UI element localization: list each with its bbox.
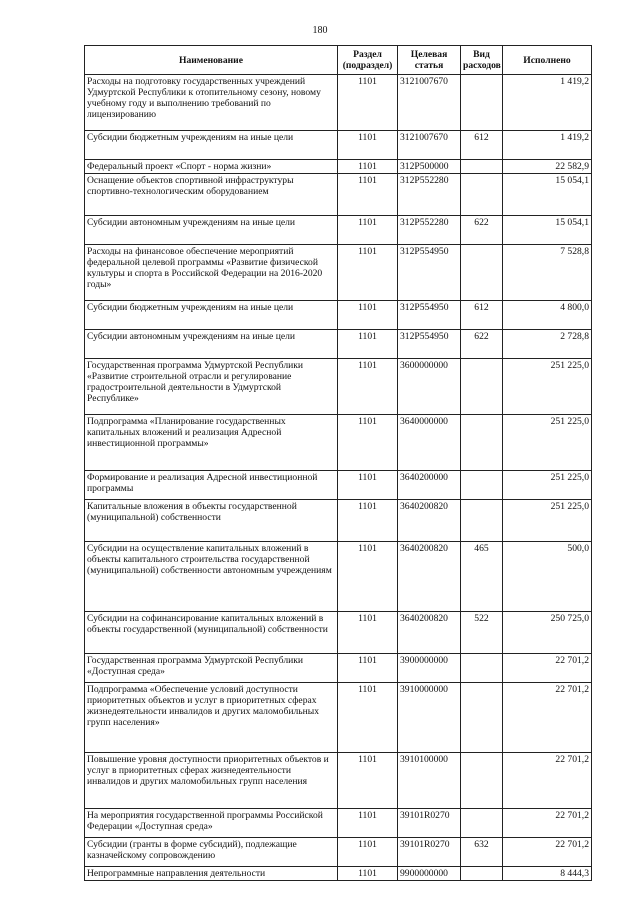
cell-kind — [461, 245, 503, 301]
cell-target: 39101R0270 — [398, 809, 461, 838]
cell-name: На мероприятия государственной программы Российской Федерации «Доступная среда» — [85, 809, 338, 838]
cell-section: 1101 — [338, 415, 398, 471]
cell-name: Подпрограмма «Обеспечение условий доступности приоритетных объектов и услуг в приоритетных сферах жизнедеятельности инвалидов и других маломобильных групп населения» — [85, 683, 338, 753]
cell-executed: 2 728,8 — [503, 330, 592, 359]
cell-target: 312P554950 — [398, 330, 461, 359]
cell-kind — [461, 471, 503, 500]
cell-section: 1101 — [338, 75, 398, 131]
page-number: 180 — [312, 25, 328, 36]
cell-section: 1101 — [338, 654, 398, 683]
cell-section: 1101 — [338, 330, 398, 359]
cell-name: Непрограммные направления деятельности — [85, 867, 338, 881]
cell-executed: 22 582,9 — [503, 160, 592, 174]
cell-executed: 7 528,8 — [503, 245, 592, 301]
table-row — [85, 359, 592, 415]
cell-executed: 15 054,1 — [503, 174, 592, 216]
cell-name: Государственная программа Удмуртской Республики «Доступная среда» — [85, 654, 338, 683]
cell-name: Субсидии на софинансирование капитальных вложений в объекты государственной (муниципальной) собственности — [85, 612, 338, 654]
cell-name: Субсидии автономным учреждениям на иные цели — [85, 330, 338, 359]
cell-name: Капитальные вложения в объекты государственной (муниципальной) собственности — [85, 500, 338, 542]
cell-kind — [461, 809, 503, 838]
table-row — [85, 75, 592, 131]
cell-target: 3640200820 — [398, 612, 461, 654]
table-row — [85, 174, 592, 216]
cell-section: 1101 — [338, 216, 398, 245]
cell-name: Повышение уровня доступности приоритетных объектов и услуг в приоритетных сферах жизнедеятельности инвалидов и других маломобильных групп населения — [85, 753, 338, 809]
cell-target: 312P552280 — [398, 174, 461, 216]
cell-executed: 22 701,2 — [503, 683, 592, 753]
cell-target: 3121007670 — [398, 131, 461, 160]
cell-name: Расходы на подготовку государственных учреждений Удмуртской Республики к отопительному сезону, новому учебному году и выполнению требований по лицензированию — [85, 75, 338, 131]
cell-section: 1101 — [338, 471, 398, 500]
cell-target: 39101R0270 — [398, 838, 461, 867]
cell-target: 3640200000 — [398, 471, 461, 500]
header-executed: Исполнено — [503, 46, 592, 75]
table-row — [85, 809, 592, 838]
table-row — [85, 542, 592, 612]
cell-section: 1101 — [338, 174, 398, 216]
table-row — [85, 654, 592, 683]
table-row — [85, 867, 592, 881]
cell-kind: 622 — [461, 216, 503, 245]
cell-executed: 1 419,2 — [503, 75, 592, 131]
table-row — [85, 683, 592, 753]
cell-kind: 612 — [461, 301, 503, 330]
cell-name: Субсидии (гранты в форме субсидий), подлежащие казначейскому сопровождению — [85, 838, 338, 867]
cell-kind: 622 — [461, 330, 503, 359]
cell-kind — [461, 75, 503, 131]
cell-target: 3121007670 — [398, 75, 461, 131]
cell-target: 9900000000 — [398, 867, 461, 881]
cell-name: Подпрограмма «Планирование государственных капитальных вложений и реализация Адресной инвестиционной программы» — [85, 415, 338, 471]
cell-target: 312P552280 — [398, 216, 461, 245]
cell-section: 1101 — [338, 245, 398, 301]
table-row — [85, 415, 592, 471]
cell-kind — [461, 415, 503, 471]
cell-section: 1101 — [338, 160, 398, 174]
cell-executed: 8 444,3 — [503, 867, 592, 881]
cell-kind: 612 — [461, 131, 503, 160]
table-row — [85, 216, 592, 245]
cell-section: 1101 — [338, 542, 398, 612]
header-kind: Вид расходов — [461, 46, 503, 75]
header-target: Целевая статья — [398, 46, 461, 75]
table-row — [85, 301, 592, 330]
cell-name: Субсидии бюджетным учреждениям на иные цели — [85, 301, 338, 330]
cell-target: 312P554950 — [398, 301, 461, 330]
cell-section: 1101 — [338, 753, 398, 809]
cell-name: Государственная программа Удмуртской Республики «Развитие строительной отрасли и регулирование градостроительной деятельности в Удмуртской Республике» — [85, 359, 338, 415]
cell-section: 1101 — [338, 301, 398, 330]
cell-executed: 15 054,1 — [503, 216, 592, 245]
cell-kind — [461, 753, 503, 809]
cell-name: Оснащение объектов спортивной инфраструктуры спортивно-технологическим оборудованием — [85, 174, 338, 216]
cell-kind — [461, 359, 503, 415]
cell-kind — [461, 654, 503, 683]
table-row — [85, 838, 592, 867]
cell-executed: 22 701,2 — [503, 809, 592, 838]
cell-section: 1101 — [338, 612, 398, 654]
cell-name: Формирование и реализация Адресной инвестиционной программы — [85, 471, 338, 500]
cell-section: 1101 — [338, 809, 398, 838]
table-row — [85, 753, 592, 809]
cell-name: Субсидии бюджетным учреждениям на иные цели — [85, 131, 338, 160]
cell-kind — [461, 160, 503, 174]
header-section: Раздел (подраздел) — [338, 46, 398, 75]
cell-section: 1101 — [338, 838, 398, 867]
cell-kind: 522 — [461, 612, 503, 654]
cell-section: 1101 — [338, 359, 398, 415]
table-row — [85, 131, 592, 160]
cell-executed: 22 701,2 — [503, 753, 592, 809]
cell-kind — [461, 683, 503, 753]
cell-target: 312P500000 — [398, 160, 461, 174]
cell-executed: 250 725,0 — [503, 612, 592, 654]
cell-executed: 251 225,0 — [503, 500, 592, 542]
table-row — [85, 471, 592, 500]
cell-target: 3900000000 — [398, 654, 461, 683]
cell-name: Субсидии автономным учреждениям на иные цели — [85, 216, 338, 245]
cell-name: Субсидии на осуществление капитальных вложений в объекты капитального строительства государственной (муниципальной) собственности автономным учреждениям — [85, 542, 338, 612]
cell-target: 3640200820 — [398, 500, 461, 542]
cell-name: Федеральный проект «Спорт - норма жизни» — [85, 160, 338, 174]
cell-executed: 500,0 — [503, 542, 592, 612]
cell-target: 3640200820 — [398, 542, 461, 612]
cell-target: 3640000000 — [398, 415, 461, 471]
table-row — [85, 330, 592, 359]
table-row — [85, 245, 592, 301]
cell-kind — [461, 867, 503, 881]
cell-kind — [461, 500, 503, 542]
cell-executed: 4 800,0 — [503, 301, 592, 330]
cell-executed: 22 701,2 — [503, 654, 592, 683]
budget-table — [84, 45, 592, 881]
cell-executed: 251 225,0 — [503, 415, 592, 471]
table-header-row — [85, 46, 592, 75]
table-row — [85, 160, 592, 174]
cell-target: 3910000000 — [398, 683, 461, 753]
table-row — [85, 612, 592, 654]
cell-section: 1101 — [338, 131, 398, 160]
cell-executed: 251 225,0 — [503, 471, 592, 500]
cell-kind: 632 — [461, 838, 503, 867]
cell-target: 3910100000 — [398, 753, 461, 809]
cell-section: 1101 — [338, 867, 398, 881]
cell-section: 1101 — [338, 683, 398, 753]
cell-executed: 251 225,0 — [503, 359, 592, 415]
cell-executed: 1 419,2 — [503, 131, 592, 160]
cell-section: 1101 — [338, 500, 398, 542]
cell-kind: 465 — [461, 542, 503, 612]
cell-name: Расходы на финансовое обеспечение мероприятий федеральной целевой программы «Развитие физической культуры и спорта в Российской Федерации на 2016-2020 годы» — [85, 245, 338, 301]
cell-target: 3600000000 — [398, 359, 461, 415]
cell-executed: 22 701,2 — [503, 838, 592, 867]
cell-target: 312P554950 — [398, 245, 461, 301]
cell-kind — [461, 174, 503, 216]
header-name: Наименование — [85, 46, 338, 75]
table-row — [85, 500, 592, 542]
